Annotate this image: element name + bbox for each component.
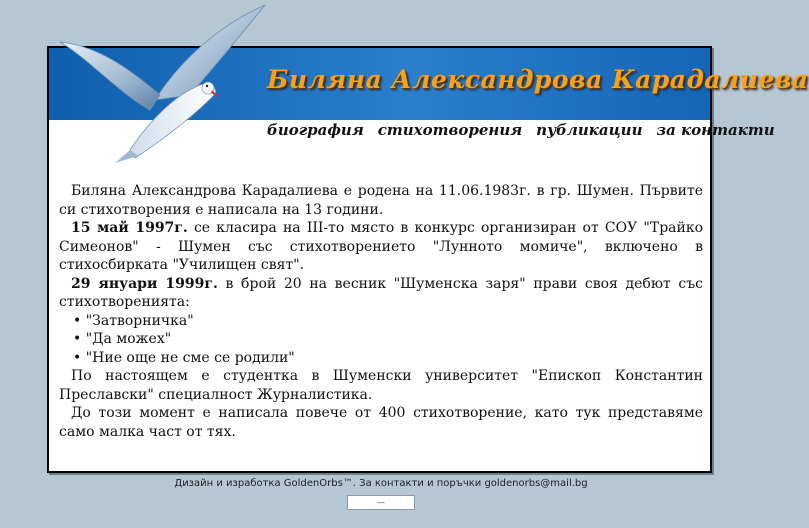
poem-list-item: • "Ние още не сме се родили" (73, 349, 703, 368)
bio-paragraph (59, 219, 703, 275)
nav-biography-link[interactable]: биография (267, 121, 364, 139)
biography-text (59, 182, 703, 441)
bio-paragraph (59, 275, 703, 312)
footer-credits: Дизайн и изработка GoldenOrbs™. За контакти и поръчки goldenorbs@mail.bg (174, 478, 588, 489)
bio-paragraph: Биляна Александрова Карадалиева е родена на 11.06.1983г. в гр. Шумен. Първите си стихотворения е написала на 13 години. (59, 183, 703, 218)
bio-date: 29 януари 1999г. (71, 275, 218, 292)
bio-date: 15 май 1997г. (71, 220, 188, 236)
poem-list-item: • "Затворничка" (73, 312, 703, 331)
main-nav (267, 121, 775, 139)
nav-publications-link[interactable]: публикации (536, 121, 643, 139)
bio-text: в брой 20 на весник "Шуменска заря" прави своя дебют със стихотворенията: (59, 275, 703, 310)
poem-list-item: • "Да можех" (73, 330, 703, 349)
poem-list (59, 312, 703, 368)
nav-contacts-link[interactable]: за контакти (656, 121, 775, 139)
nav-poems-link[interactable]: стихотворения (377, 121, 523, 139)
visit-counter[interactable]: — (347, 495, 415, 510)
author-name-title: Биляна Александрова Карадалиева (267, 65, 809, 94)
seagull-logo-icon (60, 0, 280, 165)
bio-text: се класира на III-то място в конкурс организиран от СОУ "Трайко Симеонов" - Шумен със стихотворението "Лунното момиче", включено в стихосбирката "Училищен свят". (59, 220, 704, 273)
bio-paragraph: До този момент е написала повече от 400 стихотворение, като тук представяме само малка част от тях. (59, 405, 703, 440)
bio-paragraph: По настоящем е студентка в Шуменски университет "Епископ Константин Преславски" специалност Журналистика. (59, 368, 703, 403)
